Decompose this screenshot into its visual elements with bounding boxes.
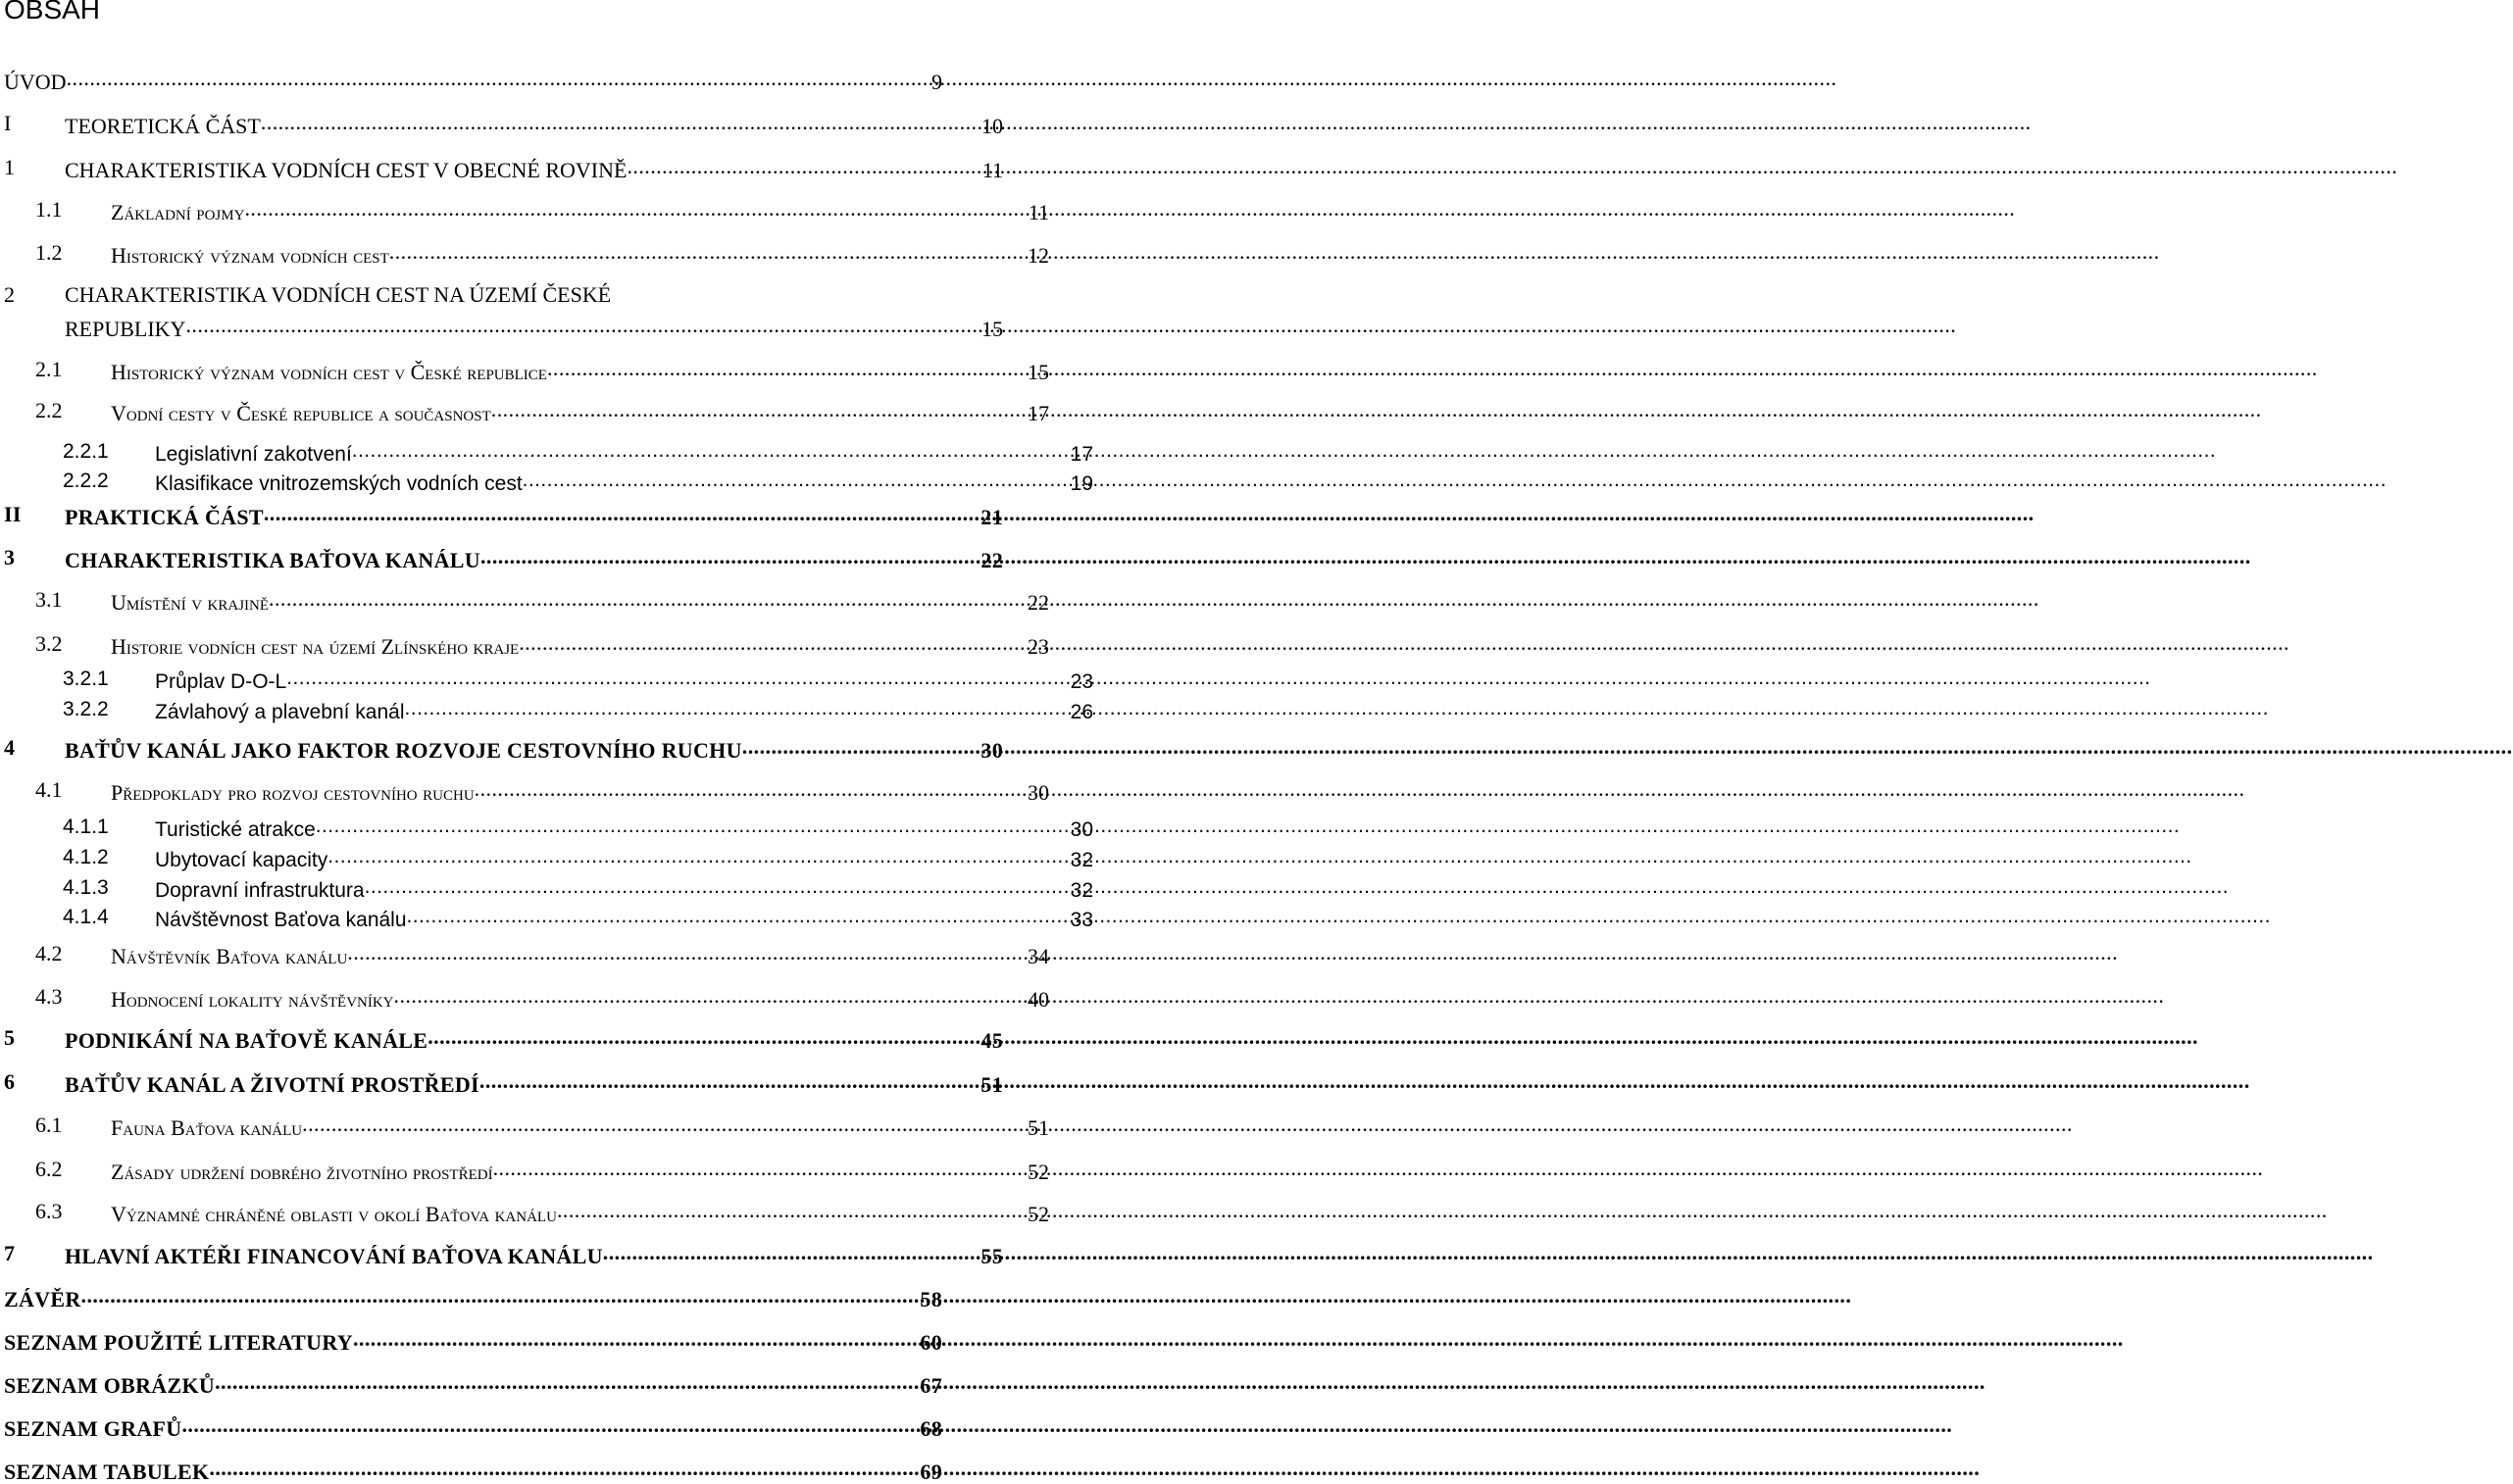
toc-entry-title: Předpoklady pro rozvoj cestovního ruchu bbox=[111, 779, 475, 805]
toc-entry[interactable] bbox=[0, 400, 1049, 424]
toc-entry-number: 3.1 bbox=[35, 587, 63, 612]
toc-entry-title: ÚVOD bbox=[4, 69, 67, 94]
toc-leader-dots bbox=[316, 816, 1071, 836]
toc-entry[interactable] bbox=[0, 943, 1049, 967]
toc-entry-number: 7 bbox=[4, 1241, 16, 1265]
toc-entry-title: Průplav D-O-L bbox=[155, 669, 287, 693]
toc-entry-page: 58 bbox=[920, 1286, 942, 1311]
toc-entry-number: 5 bbox=[4, 1025, 16, 1050]
toc-entry-page: 21 bbox=[980, 504, 1003, 529]
toc-entry[interactable] bbox=[0, 779, 1049, 804]
toc-entry-page: 26 bbox=[1070, 700, 1093, 723]
toc-entry-page: 52 bbox=[1028, 1201, 1049, 1226]
toc-entry-page: 15 bbox=[981, 316, 1003, 341]
toc-entry-number: I bbox=[4, 111, 12, 135]
toc-entry[interactable] bbox=[0, 113, 1003, 137]
toc-entry-page: 10 bbox=[981, 113, 1003, 138]
toc-leader-dots bbox=[547, 359, 1028, 379]
toc-entry[interactable] bbox=[0, 699, 1093, 722]
toc-entry[interactable] bbox=[0, 847, 1093, 870]
toc-entry-page: 15 bbox=[1028, 359, 1049, 384]
toc-entry[interactable] bbox=[0, 1243, 1003, 1267]
toc-entry-title: BAŤŮV KANÁL A ŽIVOTNÍ PROSTŘEDÍ bbox=[65, 1071, 479, 1097]
toc-entry-title: Dopravní infrastruktura bbox=[155, 878, 365, 902]
toc-leader-dots bbox=[493, 1159, 1028, 1179]
toc-entry[interactable] bbox=[0, 1071, 1003, 1096]
toc-entry-number: 4.1.3 bbox=[63, 876, 109, 899]
toc-entry-page: 69 bbox=[920, 1459, 942, 1484]
toc-leader-dots bbox=[603, 1243, 981, 1263]
toc-leader-dots bbox=[244, 199, 1028, 220]
toc-entry-page: 40 bbox=[1028, 986, 1049, 1012]
toc-entry-title: ZÁVĚR bbox=[4, 1286, 81, 1311]
toc-entry-number: 6.1 bbox=[35, 1113, 63, 1137]
toc-entry-title: Vodní cesty v České republice a současnost bbox=[111, 400, 491, 425]
toc-entry-number: 1.2 bbox=[35, 240, 63, 265]
toc-entry-title: SEZNAM POUŽITÉ LITERATURY bbox=[4, 1329, 353, 1355]
toc-entry-title: Základní pojmy bbox=[111, 199, 245, 224]
toc-entry-page: 22 bbox=[980, 547, 1003, 572]
toc-leader-dots bbox=[491, 400, 1028, 420]
toc-entry-number: 1 bbox=[4, 155, 15, 179]
toc-entry-page: 52 bbox=[1028, 1159, 1049, 1184]
toc-entry-number: 4.2 bbox=[35, 941, 63, 965]
toc-entry[interactable] bbox=[0, 157, 1003, 181]
toc-entry[interactable] bbox=[0, 359, 1049, 383]
toc-entry[interactable] bbox=[0, 1415, 942, 1440]
toc-entry[interactable] bbox=[0, 877, 1093, 901]
toc-entry-title: SEZNAM GRAFŮ bbox=[4, 1415, 182, 1441]
toc-entry-title: Zásady udržení dobrého životního prostředí bbox=[111, 1159, 493, 1184]
toc-leader-dots bbox=[264, 504, 981, 524]
toc-entry-page: 30 bbox=[980, 737, 1003, 763]
toc-entry-number: 2.2.1 bbox=[63, 440, 109, 463]
toc-entry[interactable] bbox=[0, 1201, 1049, 1225]
toc-entry-title: Návštěvnost Baťova kanálu bbox=[155, 908, 407, 931]
toc-leader-dots bbox=[209, 1459, 920, 1479]
toc-leader-dots bbox=[479, 1071, 981, 1092]
toc-entry[interactable] bbox=[0, 441, 1093, 465]
toc-entry-page: 67 bbox=[920, 1372, 942, 1398]
toc-leader-dots bbox=[327, 847, 1070, 866]
toc-entry-number: 3.2.2 bbox=[63, 698, 109, 720]
toc-entry-title: REPUBLIKY bbox=[65, 316, 186, 341]
toc-entry[interactable] bbox=[0, 1372, 942, 1397]
toc-entry[interactable] bbox=[0, 1027, 1003, 1052]
toc-leader-dots bbox=[627, 157, 981, 177]
toc-entry-title: Umístění v krajině bbox=[111, 589, 270, 615]
toc-entry-title: Návštěvník Baťova kanálu bbox=[111, 943, 348, 968]
toc-entry-page: 32 bbox=[1070, 878, 1093, 902]
toc-entry[interactable] bbox=[0, 470, 1093, 494]
toc-entry-number: 2.2.2 bbox=[63, 470, 109, 492]
toc-entry-title: Historický význam vodních cest bbox=[111, 242, 389, 268]
toc-entry-number: 4.3 bbox=[35, 984, 63, 1009]
toc-entry-page: 23 bbox=[1028, 633, 1049, 659]
toc-entry-title: SEZNAM TABULEK bbox=[4, 1459, 210, 1484]
toc-entry-title: CHARAKTERISTIKA VODNÍCH CEST V OBECNÉ ROVINĚ bbox=[65, 157, 628, 182]
toc-entry-page: 11 bbox=[1028, 199, 1049, 224]
toc-entry-title: Ubytovací kapacity bbox=[155, 848, 328, 871]
toc-leader-dots bbox=[353, 1329, 920, 1350]
toc-entry-page: 17 bbox=[1070, 442, 1093, 466]
toc-leader-dots bbox=[475, 779, 1028, 800]
toc-entry-page: 55 bbox=[980, 1243, 1003, 1268]
toc-entry[interactable] bbox=[0, 1459, 942, 1483]
toc-leader-dots bbox=[302, 1114, 1028, 1135]
toc-entry-page: 32 bbox=[1070, 848, 1093, 871]
toc-entry-number: 4.1.1 bbox=[63, 816, 109, 838]
toc-entry-number: 2 bbox=[4, 282, 15, 307]
toc-entry-page: 51 bbox=[980, 1071, 1003, 1097]
toc-entry-title: BAŤŮV KANÁL JAKO FAKTOR ROZVOJE CESTOVNÍHO RUCHU bbox=[65, 737, 742, 763]
toc-entry-number: 4.1.4 bbox=[63, 906, 109, 928]
toc-leader-dots bbox=[269, 589, 1028, 610]
toc-entry-page: 34 bbox=[1028, 943, 1049, 968]
toc-entry-page: 17 bbox=[1028, 400, 1049, 425]
toc-leader-dots bbox=[519, 633, 1028, 654]
toc-entry[interactable] bbox=[0, 907, 1093, 930]
toc-entry-title: PODNIKÁNÍ NA BAŤOVĚ KANÁLE bbox=[65, 1027, 428, 1053]
toc-entry-page: 60 bbox=[920, 1329, 942, 1355]
toc-entry[interactable] bbox=[0, 986, 1049, 1011]
toc-entry-number: 2.2 bbox=[35, 398, 63, 422]
toc-leader-dots bbox=[427, 1027, 980, 1048]
toc-entry[interactable] bbox=[0, 1286, 942, 1311]
toc-leader-dots bbox=[81, 1286, 921, 1307]
toc-entry-title: Klasifikace vnitrozemských vodních cest bbox=[155, 471, 523, 495]
toc-entry[interactable] bbox=[0, 1114, 1049, 1139]
toc-entry-title: Turistické atrakce bbox=[155, 817, 316, 841]
toc-entry-title: Legislativní zakotvení bbox=[155, 442, 352, 466]
toc-leader-dots bbox=[365, 877, 1071, 897]
toc-leader-dots bbox=[67, 69, 931, 89]
toc-entry[interactable] bbox=[0, 737, 1003, 762]
toc-entry[interactable] bbox=[0, 242, 1049, 267]
toc-entry[interactable] bbox=[0, 816, 1093, 840]
toc-entry-number: 2.1 bbox=[35, 357, 63, 381]
toc-leader-dots bbox=[347, 943, 1028, 964]
toc-continuation-line: CHARAKTERISTIKA VODNÍCH CEST NA ÚZEMÍ ČESKÉ bbox=[65, 282, 612, 307]
toc-entry-page: 9 bbox=[931, 69, 942, 94]
toc-leader-dots bbox=[407, 907, 1071, 926]
toc-entry-page: 33 bbox=[1070, 908, 1093, 931]
toc-leader-dots bbox=[480, 547, 980, 568]
toc-leader-dots bbox=[181, 1415, 920, 1436]
toc-leader-dots bbox=[185, 316, 981, 336]
toc-entry[interactable] bbox=[0, 668, 1093, 692]
toc-leader-dots bbox=[557, 1201, 1028, 1221]
table-of-contents bbox=[0, 0, 1093, 1484]
toc-entry[interactable] bbox=[0, 1329, 942, 1354]
toc-entry-title: Historický význam vodních cest v České republice bbox=[111, 359, 547, 384]
toc-entry-page: 22 bbox=[1028, 589, 1049, 615]
toc-entry-number: 3.2.1 bbox=[63, 668, 109, 690]
toc-entry-number: 1.1 bbox=[35, 197, 63, 222]
toc-entry-title: Významné chráněné oblasti v okolí Baťova kanálu bbox=[111, 1201, 557, 1226]
toc-entry-title: CHARAKTERISTIKA BAŤOVA KANÁLU bbox=[65, 547, 480, 572]
toc-entry-page: 11 bbox=[981, 157, 1003, 182]
toc-leader-dots bbox=[523, 470, 1071, 490]
toc-entry-number: 4.1.2 bbox=[63, 846, 109, 868]
toc-leader-dots bbox=[394, 986, 1028, 1007]
toc-entry-number: 3.2 bbox=[35, 631, 63, 656]
toc-entry-number: 4.1 bbox=[35, 777, 63, 802]
toc-entry-page: 51 bbox=[1028, 1114, 1049, 1140]
toc-entry-number: 3 bbox=[4, 545, 16, 569]
toc-entry-page: 23 bbox=[1070, 669, 1093, 693]
toc-entry-page: 30 bbox=[1028, 779, 1049, 805]
toc-entry[interactable] bbox=[0, 69, 942, 93]
toc-entry[interactable] bbox=[0, 547, 1003, 571]
toc-entry-title: HLAVNÍ AKTÉŘI FINANCOVÁNÍ BAŤOVA KANÁLU bbox=[65, 1243, 603, 1268]
toc-entry-page: 12 bbox=[1028, 242, 1049, 268]
toc-entry-title: Závlahový a plavební kanál bbox=[155, 700, 405, 723]
toc-entry-page: 30 bbox=[1070, 817, 1093, 841]
toc-leader-dots bbox=[215, 1372, 920, 1393]
toc-leader-dots bbox=[286, 668, 1070, 688]
toc-entry[interactable] bbox=[0, 199, 1049, 223]
toc-leader-dots bbox=[742, 737, 981, 758]
page-title: OBSAH bbox=[4, 0, 101, 25]
toc-entry-title: Historie vodních cest na území Zlínského kraje bbox=[111, 633, 520, 659]
toc-entry[interactable] bbox=[0, 1159, 1049, 1183]
toc-entry-number: 6 bbox=[4, 1069, 16, 1094]
toc-entry-page: 68 bbox=[920, 1415, 942, 1441]
toc-entry-number: II bbox=[4, 502, 22, 526]
toc-leader-dots bbox=[352, 441, 1071, 461]
toc-entry-number: 6.2 bbox=[35, 1157, 63, 1181]
toc-entry-title: Fauna Baťova kanálu bbox=[111, 1114, 303, 1140]
toc-entry[interactable] bbox=[0, 504, 1003, 528]
toc-leader-dots bbox=[261, 113, 981, 133]
toc-leader-dots bbox=[405, 699, 1071, 718]
toc-entry[interactable] bbox=[0, 633, 1049, 658]
toc-entry-title: Hodnocení lokality návštěvníky bbox=[111, 986, 394, 1012]
toc-entry-title: TEORETICKÁ ČÁST bbox=[65, 113, 261, 138]
toc-entry-page: 19 bbox=[1070, 471, 1093, 495]
toc-entry[interactable] bbox=[0, 589, 1049, 614]
toc-entry-number: 6.3 bbox=[35, 1199, 63, 1223]
toc-entry-title: PRAKTICKÁ ČÁST bbox=[65, 504, 264, 529]
toc-entry-number: 4 bbox=[4, 735, 16, 760]
toc-entry-page: 45 bbox=[980, 1027, 1003, 1053]
toc-leader-dots bbox=[389, 242, 1028, 263]
toc-entry-title: SEZNAM OBRÁZKŮ bbox=[4, 1372, 216, 1398]
